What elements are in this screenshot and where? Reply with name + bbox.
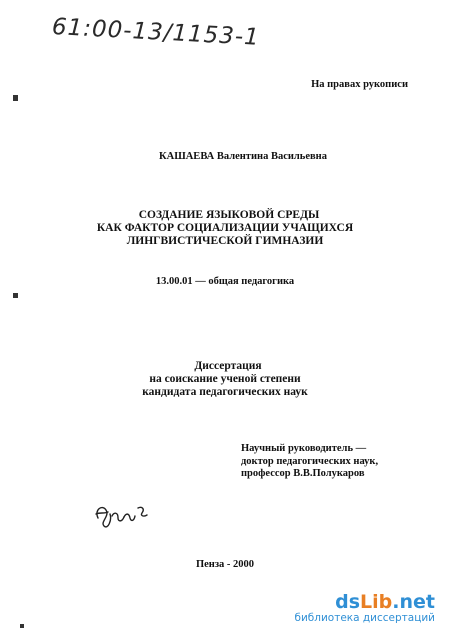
- dslib-watermark: [294, 592, 435, 624]
- title-line: ЛИНГВИСТИЧЕСКОЙ ГИМНАЗИИ: [126, 235, 324, 247]
- degree-line: кандидата педагогических наук: [142, 386, 308, 398]
- margin-mark: [13, 95, 18, 101]
- dissertation-title: [0, 209, 450, 248]
- margin-mark: [13, 293, 18, 298]
- handwritten-reference: 61:00-13/1153-1: [51, 14, 261, 51]
- supervisor-line: Научный руководитель —: [241, 443, 367, 454]
- supervisor-line: доктор педагогических наук,: [241, 455, 379, 467]
- specialty-code: 13.00.01 — общая педагогика: [155, 276, 295, 287]
- logo-part: ds: [335, 591, 361, 613]
- degree-line: на соискание ученой степени: [149, 373, 301, 385]
- title-line: КАК ФАКТОР СОЦИАЛИЗАЦИИ УЧАЩИХСЯ: [96, 222, 354, 234]
- logo-part: Lib: [360, 591, 393, 613]
- degree-line: Диссертация: [194, 360, 262, 372]
- logo-part: .net: [392, 591, 435, 613]
- dslib-logo: [294, 592, 435, 612]
- manuscript-rights-note: На правах рукописи: [311, 79, 408, 90]
- supervisor-line: профессор В.В.Полукаров: [241, 468, 365, 479]
- margin-mark: [20, 624, 24, 628]
- author-name: КАШАЕВА Валентина Васильевна: [159, 151, 327, 162]
- signature-scribble: [92, 500, 150, 534]
- dslib-caption: библиотека диссертаций: [294, 612, 435, 624]
- supervisor-info: [241, 443, 378, 481]
- place-and-year: Пенза - 2000: [195, 559, 255, 570]
- title-line: СОЗДАНИЕ ЯЗЫКОВОЙ СРЕДЫ: [138, 209, 320, 221]
- degree-statement: [0, 360, 450, 399]
